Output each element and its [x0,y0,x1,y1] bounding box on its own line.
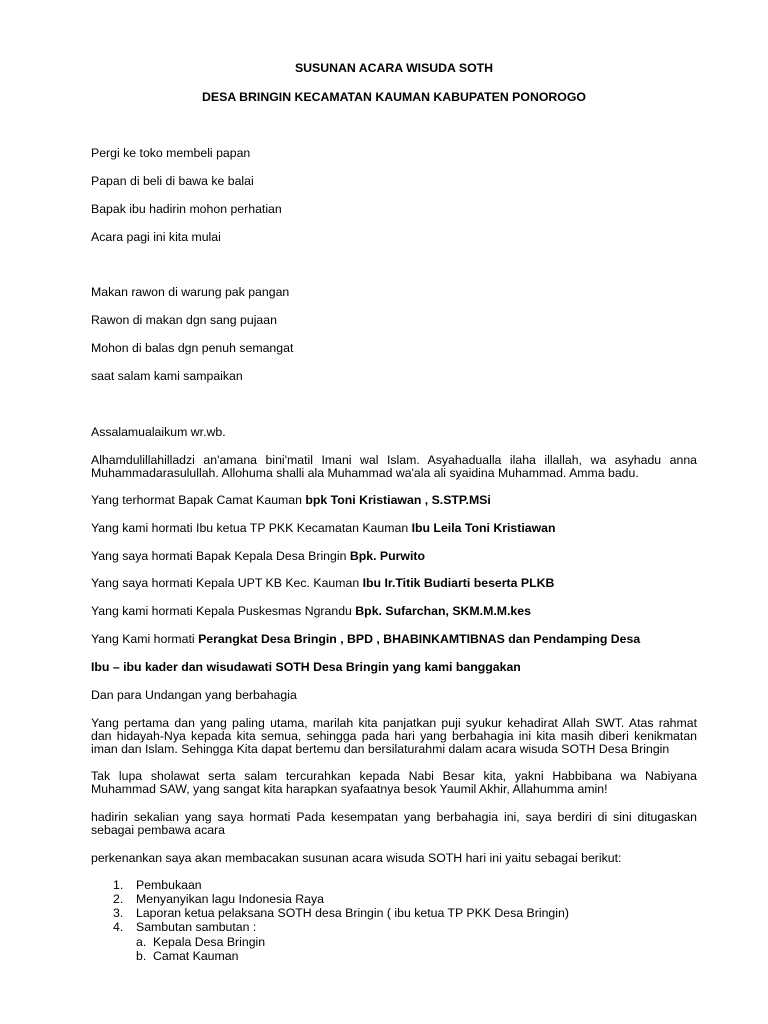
greeting-line: Yang kami hormati Kepala Puskesmas Ngrandu Bpk. Sufarchan, SKM.M.M.kes [91,604,531,618]
pantun-line: Bapak ibu hadirin mohon perhatian [91,202,282,216]
document-page: SUSUNAN ACARA WISUDA SOTH DESA BRINGIN KECAMATAN KAUMAN KABUPATEN PONOROGO Pergi ke toko membeli papan Papan di beli di bawa ke balai Bapak ibu hadirin mohon perhatian Acara pagi ini kita mulai Makan rawon di warung pak pangan Rawon di makan dgn sang pujaan Mohon di balas dgn penuh semangat saat salam kami sampaikan Assalamualaikum wr.wb. Alhamdulillahilladzi an'amana bini'matil Imani wal Islam. Asyahadualla ilaha illallah, wa asyhadu anna Muhammadarasulullah. Allohuma shalli ala Muhammad wa'ala ali syaidina Muhammad. Amma badu. Yang terhormat Bapak Camat Kauman bpk Toni Kristiawan , S.STP.MSi Yang kami hormati Ibu ketua TP PKK Kecamatan Kauman Ibu Leila Toni Kristiawan Yang saya hormati Bapak Kepala Desa Bringin Bpk. Purwito Yang saya hormati Kepala UPT KB Kec. Kauman Ibu Ir.Titik Budiarti beserta PLKB Yang kami hormati Kepala Puskesmas Ngrandu Bpk. Sufarchan, SKM.M.M.kes Yang Kami hormati Perangkat Desa Bringin , BPD , BHABINKAMTIBNAS dan Pendamping Desa Ibu – ibu kader dan wisudawati SOTH Desa Bringin yang kami banggakan Dan para Undangan yang berbahagia Yang pertama dan yang paling utama, marilah kita panjatkan puji syukur kehadirat Allah SWT. Atas rahmat dan hidayah-Nya kepada kita semua, sehingga pada hari yang berbahagia ini kita masih diberi kenikmatan iman dan Islam. Sehingga Kita dapat bertemu dan bersilaturahmi dalam acara wisuda SOTH Desa Bringin Tak lupa sholawat serta salam tercurahkan kepada Nabi Besar kita, yakni Habbibana wa Nabiyana Muhammad SAW, yang sangat kita harapkan syafaatnya besok Yaumil Akhir, Allahumma amin! hadirin sekalian yang saya hormati Pada kesempatan yang berbahagia ini, saya berdiri di sini ditugaskan sebagai pembawa acara perkenankan saya akan membacakan susunan acara wisuda SOTH hari ini yaitu sebagai berikut: 1. Pembukaan 2. Menyanyikan lagu Indonesia Raya 3. Laporan ketua pelaksana SOTH desa Bringin ( ibu ketua TP PKK Desa Bringin) 4. Sambutan sambutan : a. Kepala Desa Bringin b. Camat Kauman [91,61,697,963]
greeting-line: Yang kami hormati Ibu ketua TP PKK Kecamatan Kauman Ibu Leila Toni Kristiawan [91,521,556,535]
pantun-line: Papan di beli di bawa ke balai [91,174,254,188]
paragraph-line: Yang pertama dan yang paling utama, marilah kita panjatkan puji syukur kehadirat Allah SWT. Atas rahmat [91,716,697,730]
paragraph-line: dan hidayah-Nya kepada kita semua, sehingga pada hari yang berbahagia ini kita masih diberi kenikmatan [91,729,697,743]
greeting-line: Yang saya hormati Kepala UPT KB Kec. Kauman Ibu Ir.Titik Budiarti beserta PLKB [91,576,555,590]
pantun-line: Rawon di makan dgn sang pujaan [91,313,277,327]
document-title: SUSUNAN ACARA WISUDA SOTH [294,61,494,75]
greeting-line: Yang saya hormati Bapak Kepala Desa Bringin Bpk. Purwito [91,549,425,563]
paragraph-line: iman dan Islam. Sehingga Kita dapat bertemu dan bersilaturahmi dalam acara wisuda SOTH Desa Bringin [91,742,670,756]
salam-text: Assalamualaikum wr.wb. [91,425,226,439]
document-subtitle: DESA BRINGIN KECAMATAN KAUMAN KABUPATEN PONOROGO [202,90,586,104]
greeting-line: Yang terhormat Bapak Camat Kauman bpk Toni Kristiawan , S.STP.MSi [91,493,491,507]
pantun-line: saat salam kami sampaikan [91,369,243,383]
undangan-line: Dan para Undangan yang berbahagia [91,688,297,702]
greeting-line: Ibu – ibu kader dan wisudawati SOTH Desa Bringin yang kami banggakan [91,660,521,674]
opening-line: Muhammadarasulullah. Allohuma shalli ala Muhammad wa'ala ali syaidina Muhammad. Amma badu. [91,466,639,480]
pantun-line: Makan rawon di warung pak pangan [91,285,290,299]
paragraph-line: hadirin sekalian yang saya hormati Pada kesempatan yang berbahagia ini, saya berdiri di sini ditugaskan [91,810,697,824]
opening-line: Alhamdulillahilladzi an'amana bini'matil Imani wal Islam. Asyahadualla ilaha illallah, wa asyhadu anna [91,453,697,467]
paragraph-line: sebagai pembawa acara [91,823,225,837]
paragraph-line: Muhammad SAW, yang sangat kita harapkan syafaatnya besok Yaumil Akhir, Allahumma amin! [91,782,608,796]
pantun-line: Acara pagi ini kita mulai [91,230,221,244]
greeting-line: Yang Kami hormati Perangkat Desa Bringin , BPD , BHABINKAMTIBNAS dan Pendamping Desa [91,632,641,646]
pantun-line: Pergi ke toko membeli papan [91,146,251,160]
paragraph-line: Tak lupa sholawat serta salam tercurahkan kepada Nabi Besar kita, yakni Habbibana wa Nabiyana [91,769,697,783]
agenda-intro: perkenankan saya akan membacakan susunan acara wisuda SOTH hari ini yaitu sebagai berikut: [91,851,622,865]
pantun-line: Mohon di balas dgn penuh semangat [91,341,294,355]
